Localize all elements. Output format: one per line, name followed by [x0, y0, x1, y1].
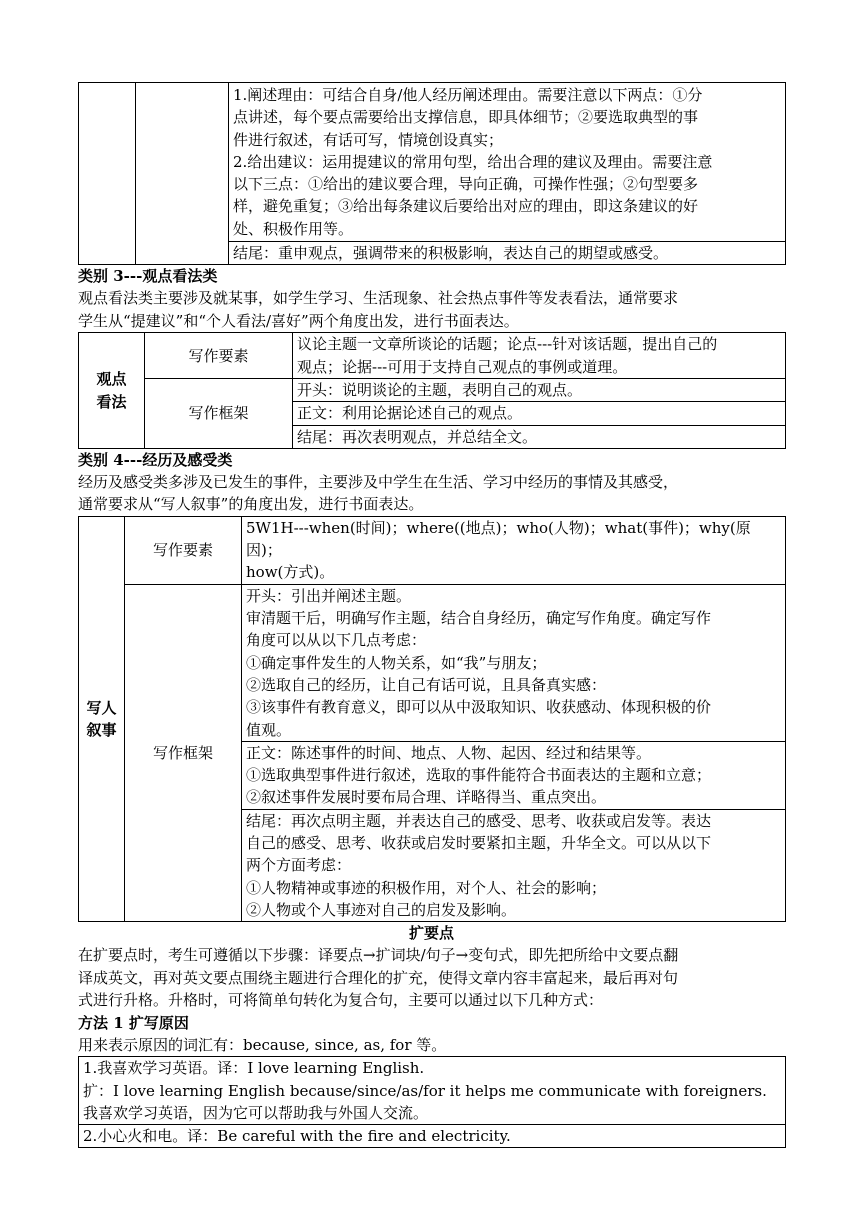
category-label-cell [79, 516, 125, 921]
method-heading: 方法 1 扩写原因 [78, 1013, 189, 1032]
text-line: ②选取自己的经历，让自己有话可说，且具备真实感： [246, 675, 607, 694]
text-line: 看法 [96, 392, 127, 411]
label-cell [79, 83, 136, 265]
body-cell [242, 516, 786, 584]
row-label-cell: 写作框架 [145, 378, 293, 448]
text-line: 叙事 [86, 721, 117, 740]
text-line: 2.给出建议：运用提建议的常用句型，给出合理的建议及理由。需要注意 [233, 152, 713, 171]
table-row [79, 584, 786, 741]
text-line: ②人物或个人事迹对自己的启发及影响。 [246, 900, 517, 919]
body-cell: 开头：说明谈论的主题，表明自己的观点。 [293, 378, 786, 401]
text-line: 在扩要点时，考生可遵循以下步骤：译要点→扩词块/句子→变句式，即先把所给中文要点翻 [78, 946, 679, 965]
table-category2-continued [78, 82, 786, 265]
text-line: 结尾：再次点明主题，并表达自己的感受、思考、收获或启发等。表达 [246, 811, 712, 830]
text-line: 2.小心火和电。译：Be careful with the fire and electricity. [83, 1127, 511, 1146]
label-cell [136, 83, 229, 265]
text-line: 5W1H---when(时间)；where((地点)；who(人物)；what(事件)；why(原因)； [246, 518, 751, 560]
text-line: 样，避免重复；③给出每条建议后要给出对应的理由，即这条建议的好 [233, 197, 699, 216]
body-cell: 结尾：再次表明观点，并总结全文。 [293, 425, 786, 448]
table-row [79, 1057, 786, 1125]
category-label-cell [79, 333, 145, 448]
paragraph [78, 287, 785, 332]
body-cell [229, 83, 786, 242]
table-row [79, 83, 786, 242]
text-line: 结尾：重申观点，强调带来的积极影响，表达自己的期望或感受。 [233, 244, 669, 263]
row-label-cell: 写作框架 [125, 584, 242, 921]
text-line: 扩：I love learning English because/since/as/for it helps me communicate with foreigners. [83, 1081, 767, 1100]
text-line: ①确定事件发生的人物关系，如“我”与朋友； [246, 653, 547, 672]
text-line: 值观。 [246, 720, 292, 739]
text-line: 自己的感受、思考、收获或启发时要紧扣主题，升华全文。可以从以下 [246, 834, 712, 853]
body-cell [293, 333, 786, 379]
text-line: 以下三点：①给出的建议要合理，导向正确，可操作性强；②句型要多 [233, 175, 699, 194]
text-line: 观点 [96, 370, 127, 389]
text-line: ①选取典型事件进行叙述，选取的事件能符合书面表达的主题和立意； [246, 766, 712, 785]
text-line: 式进行升格。升格时，可将简单句转化为复合句，主要可以通过以下几种方式： [78, 991, 604, 1010]
text-line: 1.阐述理由：可结合自身/他人经历阐述理由。需要注意以下两点：①分 [233, 86, 703, 104]
paragraph [78, 944, 785, 1012]
text-line: 审清题干后，明确写作主题，结合自身经历，确定写作角度。确定写作 [246, 609, 712, 628]
table-row [79, 333, 786, 379]
document-page [78, 82, 785, 1148]
examples-table [78, 1056, 786, 1148]
text-line: 点讲述，每个要点需要给出支撑信息，即具体细节；②要选取典型的事 [233, 108, 699, 127]
text-line: 我喜欢学习英语，因为它可以帮助我与外国人交流。 [83, 1103, 429, 1122]
text-line: 议论主题一文章所谈论的话题；论点---针对该话题，提出自己的 [297, 335, 718, 354]
example-cell [79, 1057, 786, 1125]
text-line: 件进行叙述，有话可写，情境创设真实； [233, 130, 504, 149]
text-line: 通常要求从“写人叙事”的角度出发，进行书面表达。 [78, 495, 424, 514]
example-cell [79, 1125, 786, 1148]
text-line: 处、积极作用等。 [233, 219, 354, 238]
body-cell [242, 741, 786, 809]
paragraph [78, 471, 785, 516]
text-line: ②叙述事件发展时要布局合理、详略得当、重点突出。 [246, 788, 607, 807]
text-line: 学生从“提建议”和“个人看法/喜好”两个角度出发，进行书面表达。 [78, 311, 519, 330]
text-line: 观点；论据---可用于支持自己观点的事例或道理。 [297, 357, 628, 376]
section-title: 扩要点 [408, 924, 454, 943]
text-line: 角度可以从以下几点考虑： [246, 631, 427, 650]
text-line: 1.我喜欢学习英语。译：I love learning English. [83, 1059, 425, 1078]
text-line: 写人 [86, 698, 117, 717]
text-line: ①人物精神或事迹的积极作用，对个人、社会的影响； [246, 878, 607, 897]
table-row [79, 516, 786, 584]
text-line: 观点看法类主要涉及就某事，如学生学习、生活现象、社会热点事件等发表看法，通常要求 [78, 289, 679, 308]
table-row [79, 1125, 786, 1148]
table-row [79, 378, 786, 401]
section-heading: 类别 4---经历及感受类 [78, 450, 233, 469]
table-category4 [78, 516, 786, 922]
row-label-cell: 写作要素 [145, 333, 293, 379]
row-label-cell: 写作要素 [125, 516, 242, 584]
table-category3 [78, 332, 786, 448]
text-line: 经历及感受类多涉及已发生的事件，主要涉及中学生在生活、学习中经历的事情及其感受， [78, 472, 679, 491]
section-heading: 类别 3---观点看法类 [78, 267, 218, 286]
body-cell: 正文：利用论据论述自己的观点。 [293, 402, 786, 425]
text-line: 开头：引出并阐述主题。 [246, 586, 412, 605]
text-line: 两个方面考虑： [246, 856, 352, 875]
text-line: how(方式)。 [246, 563, 335, 582]
text-line: ③该事件有教育意义，即可以从中汲取知识、收获感动、体现积极的价 [246, 698, 712, 717]
text-line: 译成英文，再对英文要点围绕主题进行合理化的扩充，使得文章内容丰富起来，最后再对句 [78, 968, 679, 987]
text-line: 正文：陈述事件的时间、地点、人物、起因、经过和结果等。 [246, 743, 652, 762]
body-cell [242, 584, 786, 741]
body-cell [229, 242, 786, 265]
method-intro: 用来表示原因的词汇有：because, since, as, for 等。 [78, 1035, 447, 1054]
body-cell [242, 809, 786, 921]
